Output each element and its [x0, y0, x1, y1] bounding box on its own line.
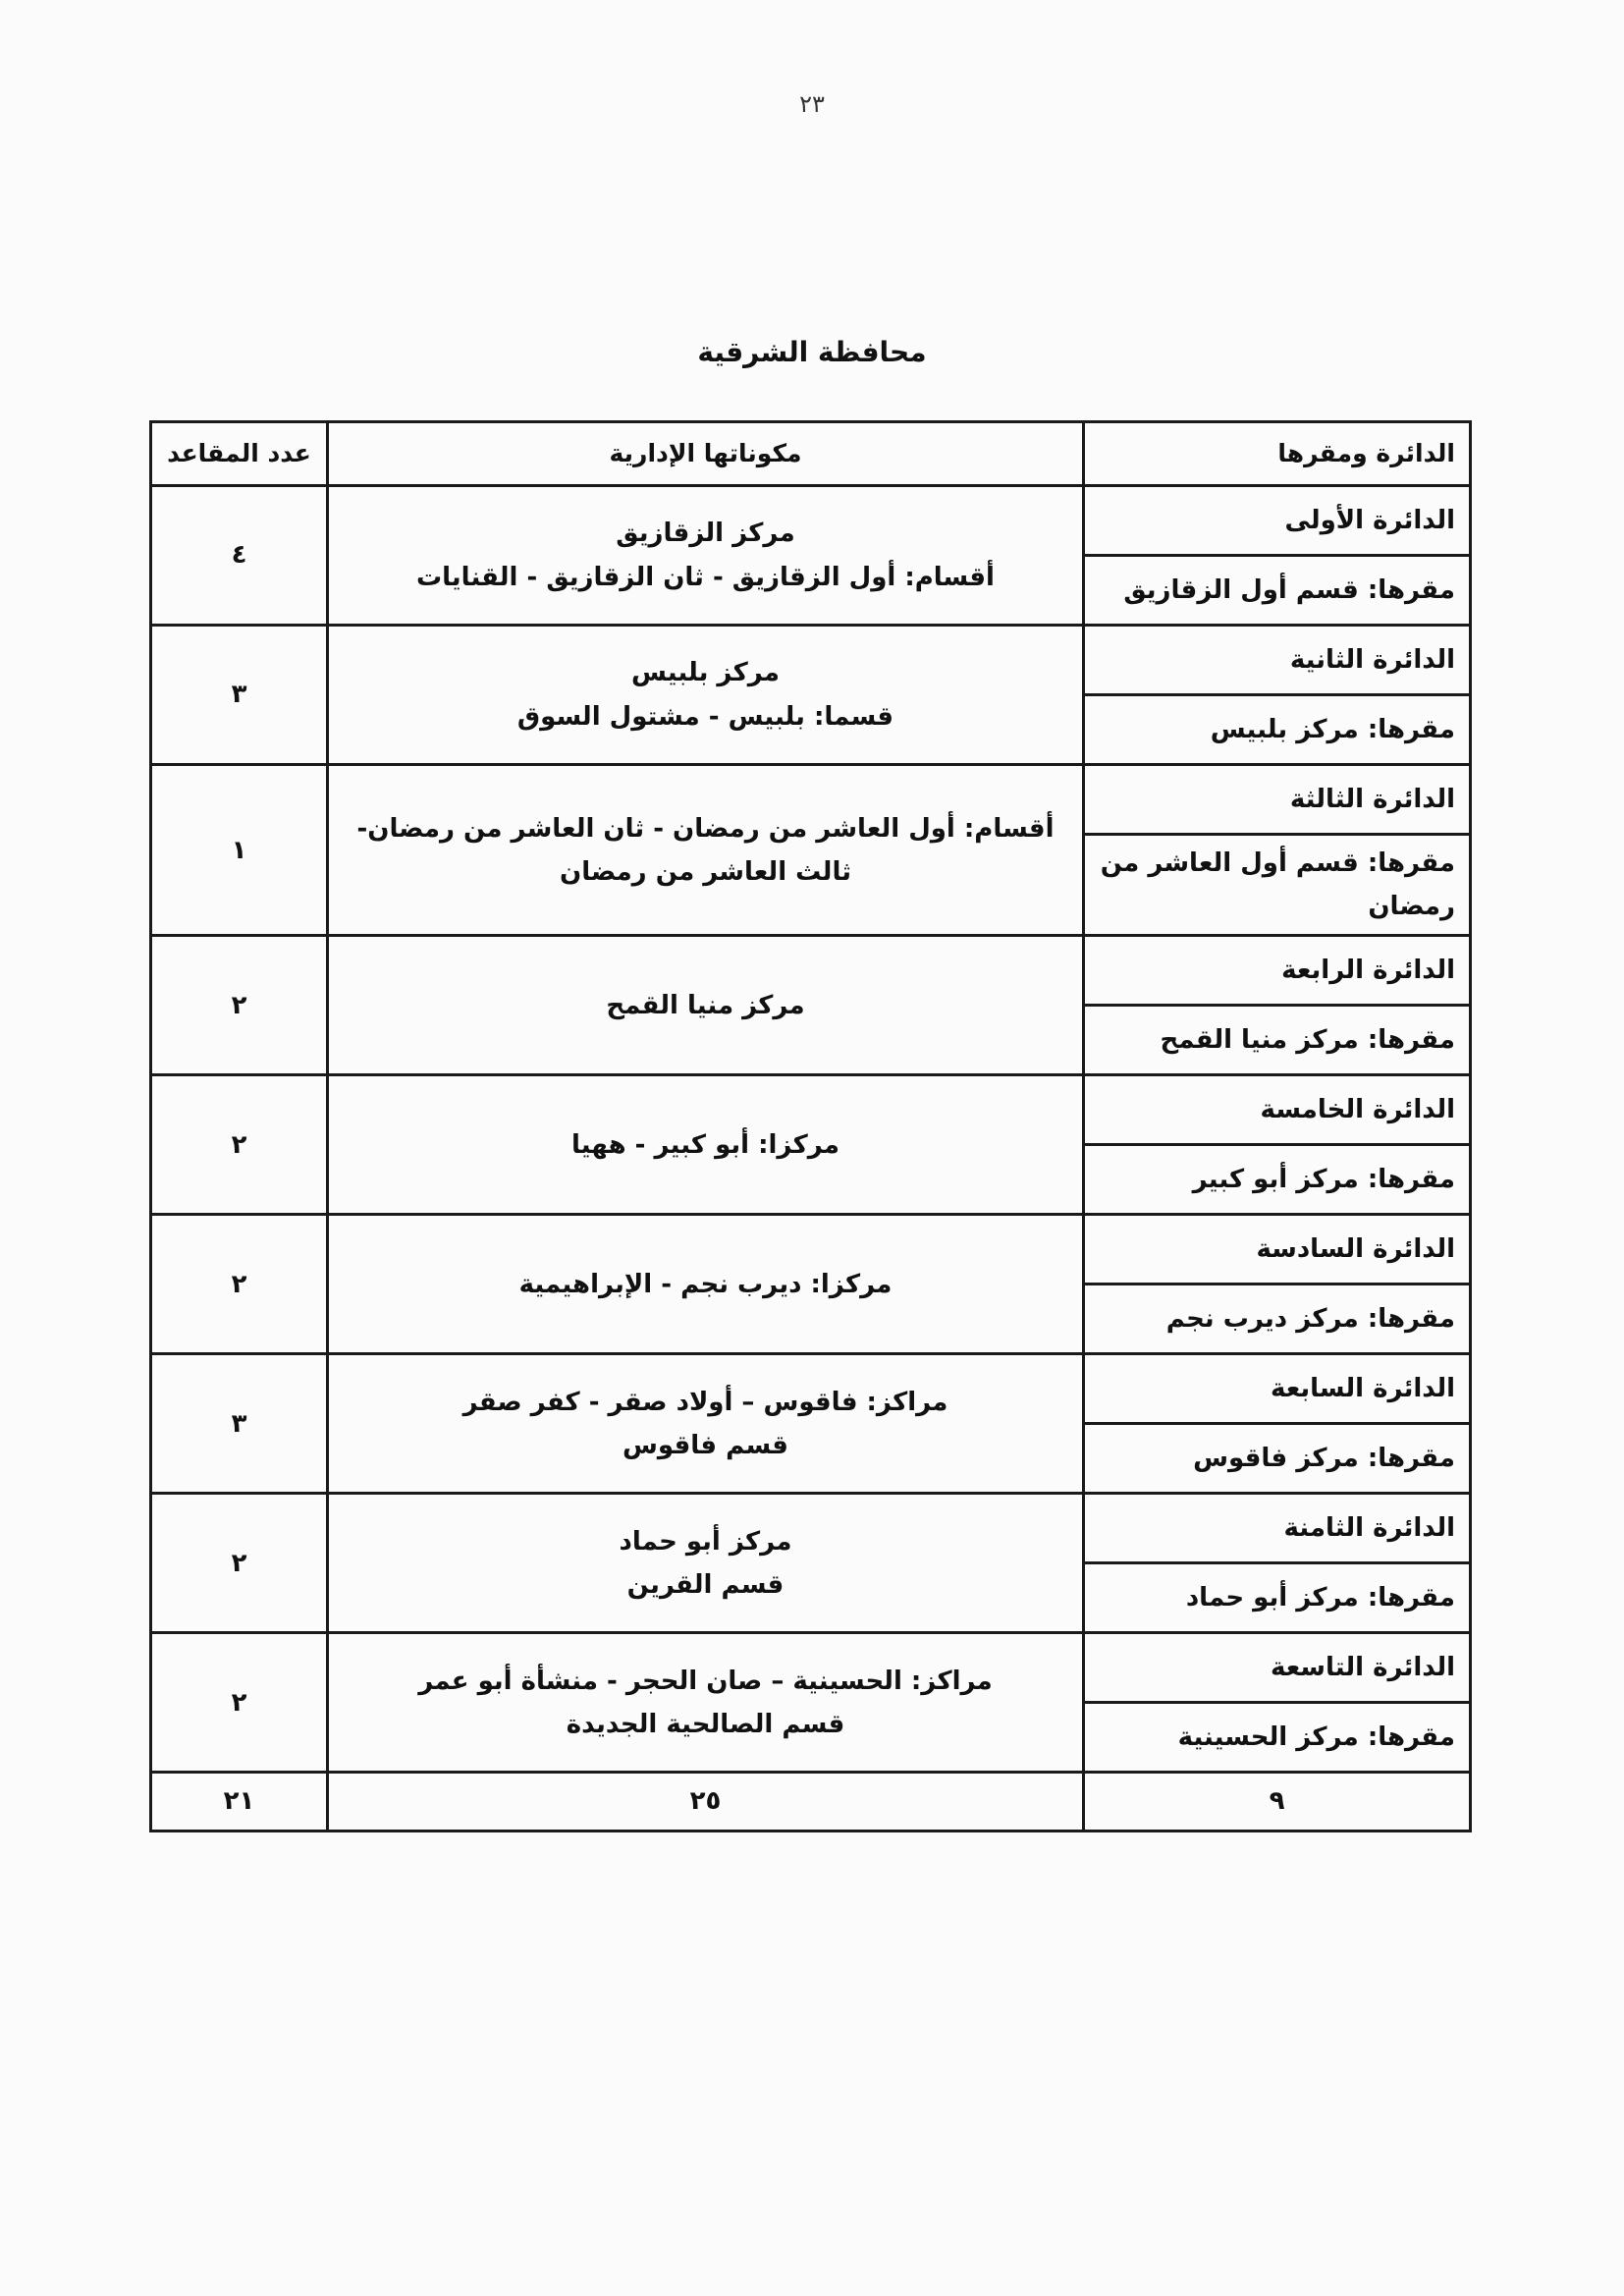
total-components: ٢٥ [328, 1773, 1084, 1831]
component-line: قسم القرين [626, 1569, 785, 1600]
seat-count: ٢ [151, 1633, 328, 1773]
seat-count: ٣ [151, 626, 328, 765]
district-row [151, 626, 1471, 695]
component-line: مركز بلبيس [631, 658, 780, 688]
district-headquarters: مقرها: مركز بلبيس [1084, 695, 1471, 765]
seat-count: ٢ [151, 1075, 328, 1215]
district-components [328, 765, 1084, 936]
component-line: أقسام: أول الزقازيق - ثان الزقازيق - القنايات [416, 562, 995, 592]
component-line: أقسام: أول العاشر من رمضان - ثان العاشر من رمضان- ثالث العاشر من رمضان [356, 813, 1055, 887]
seat-count: ٣ [151, 1354, 328, 1494]
districts-table-body [151, 422, 1471, 1831]
total-districts: ٩ [1084, 1773, 1471, 1831]
district-name: الدائرة الخامسة [1084, 1075, 1471, 1145]
seat-count: ٢ [151, 936, 328, 1075]
table-header-row [151, 422, 1471, 486]
district-components [328, 1494, 1084, 1633]
total-seats: ٢١ [151, 1773, 328, 1831]
district-components [328, 626, 1084, 765]
district-components [328, 936, 1084, 1075]
page-number: ٢٣ [799, 90, 825, 118]
district-row [151, 1215, 1471, 1285]
component-line: قسم الصالحية الجديدة [566, 1709, 845, 1739]
districts-table [149, 420, 1472, 1832]
district-name: الدائرة الثانية [1084, 626, 1471, 695]
component-line: مراكز: الحسينية – صان الحجر - منشأة أبو عمر [418, 1666, 993, 1696]
district-headquarters: مقرها: مركز فاقوس [1084, 1424, 1471, 1494]
district-row [151, 936, 1471, 1006]
seat-count: ٢ [151, 1494, 328, 1633]
district-name: الدائرة السابعة [1084, 1354, 1471, 1424]
component-line: مركز منيا القمح [606, 990, 805, 1020]
district-name: الدائرة الأولى [1084, 486, 1471, 556]
district-row [151, 486, 1471, 556]
header-district: الدائرة ومقرها [1084, 422, 1471, 486]
component-line: قسم فاقوس [623, 1430, 788, 1460]
component-line: مراكز: فاقوس – أولاد صقر - كفر صقر [462, 1387, 948, 1417]
district-headquarters: مقرها: مركز منيا القمح [1084, 1006, 1471, 1075]
district-row [151, 1633, 1471, 1703]
seat-count: ٢ [151, 1215, 328, 1354]
header-components: مكوناتها الإدارية [328, 422, 1084, 486]
district-name: الدائرة التاسعة [1084, 1633, 1471, 1703]
district-headquarters: مقرها: مركز أبو حماد [1084, 1563, 1471, 1633]
district-headquarters: مقرها: قسم أول العاشر من رمضان [1084, 835, 1471, 936]
page-title: محافظة الشرقية [697, 336, 927, 368]
district-headquarters: مقرها: مركز أبو كبير [1084, 1145, 1471, 1215]
district-headquarters: مقرها: مركز الحسينية [1084, 1703, 1471, 1773]
district-name: الدائرة الثالثة [1084, 765, 1471, 835]
header-seats: عدد المقاعد [151, 422, 328, 486]
component-line: مركز أبو حماد [619, 1526, 792, 1557]
district-row [151, 1494, 1471, 1563]
district-name: الدائرة الرابعة [1084, 936, 1471, 1006]
totals-row [151, 1773, 1471, 1831]
seat-count: ٤ [151, 486, 328, 626]
component-line: مركزا: أبو كبير - ههيا [571, 1129, 839, 1160]
district-row [151, 1354, 1471, 1424]
component-line: قسما: بلبيس - مشتول السوق [516, 701, 894, 732]
district-name: الدائرة السادسة [1084, 1215, 1471, 1285]
district-components [328, 486, 1084, 626]
component-line: مركز الزقازيق [616, 519, 795, 549]
district-row [151, 1075, 1471, 1145]
component-line: مركزا: ديرب نجم - الإبراهيمية [518, 1269, 893, 1299]
district-components [328, 1215, 1084, 1354]
district-headquarters: مقرها: قسم أول الزقازيق [1084, 556, 1471, 626]
district-components [328, 1354, 1084, 1494]
district-components [328, 1075, 1084, 1215]
district-name: الدائرة الثامنة [1084, 1494, 1471, 1563]
seat-count: ١ [151, 765, 328, 936]
district-headquarters: مقرها: مركز ديرب نجم [1084, 1285, 1471, 1354]
district-row [151, 765, 1471, 835]
district-components [328, 1633, 1084, 1773]
